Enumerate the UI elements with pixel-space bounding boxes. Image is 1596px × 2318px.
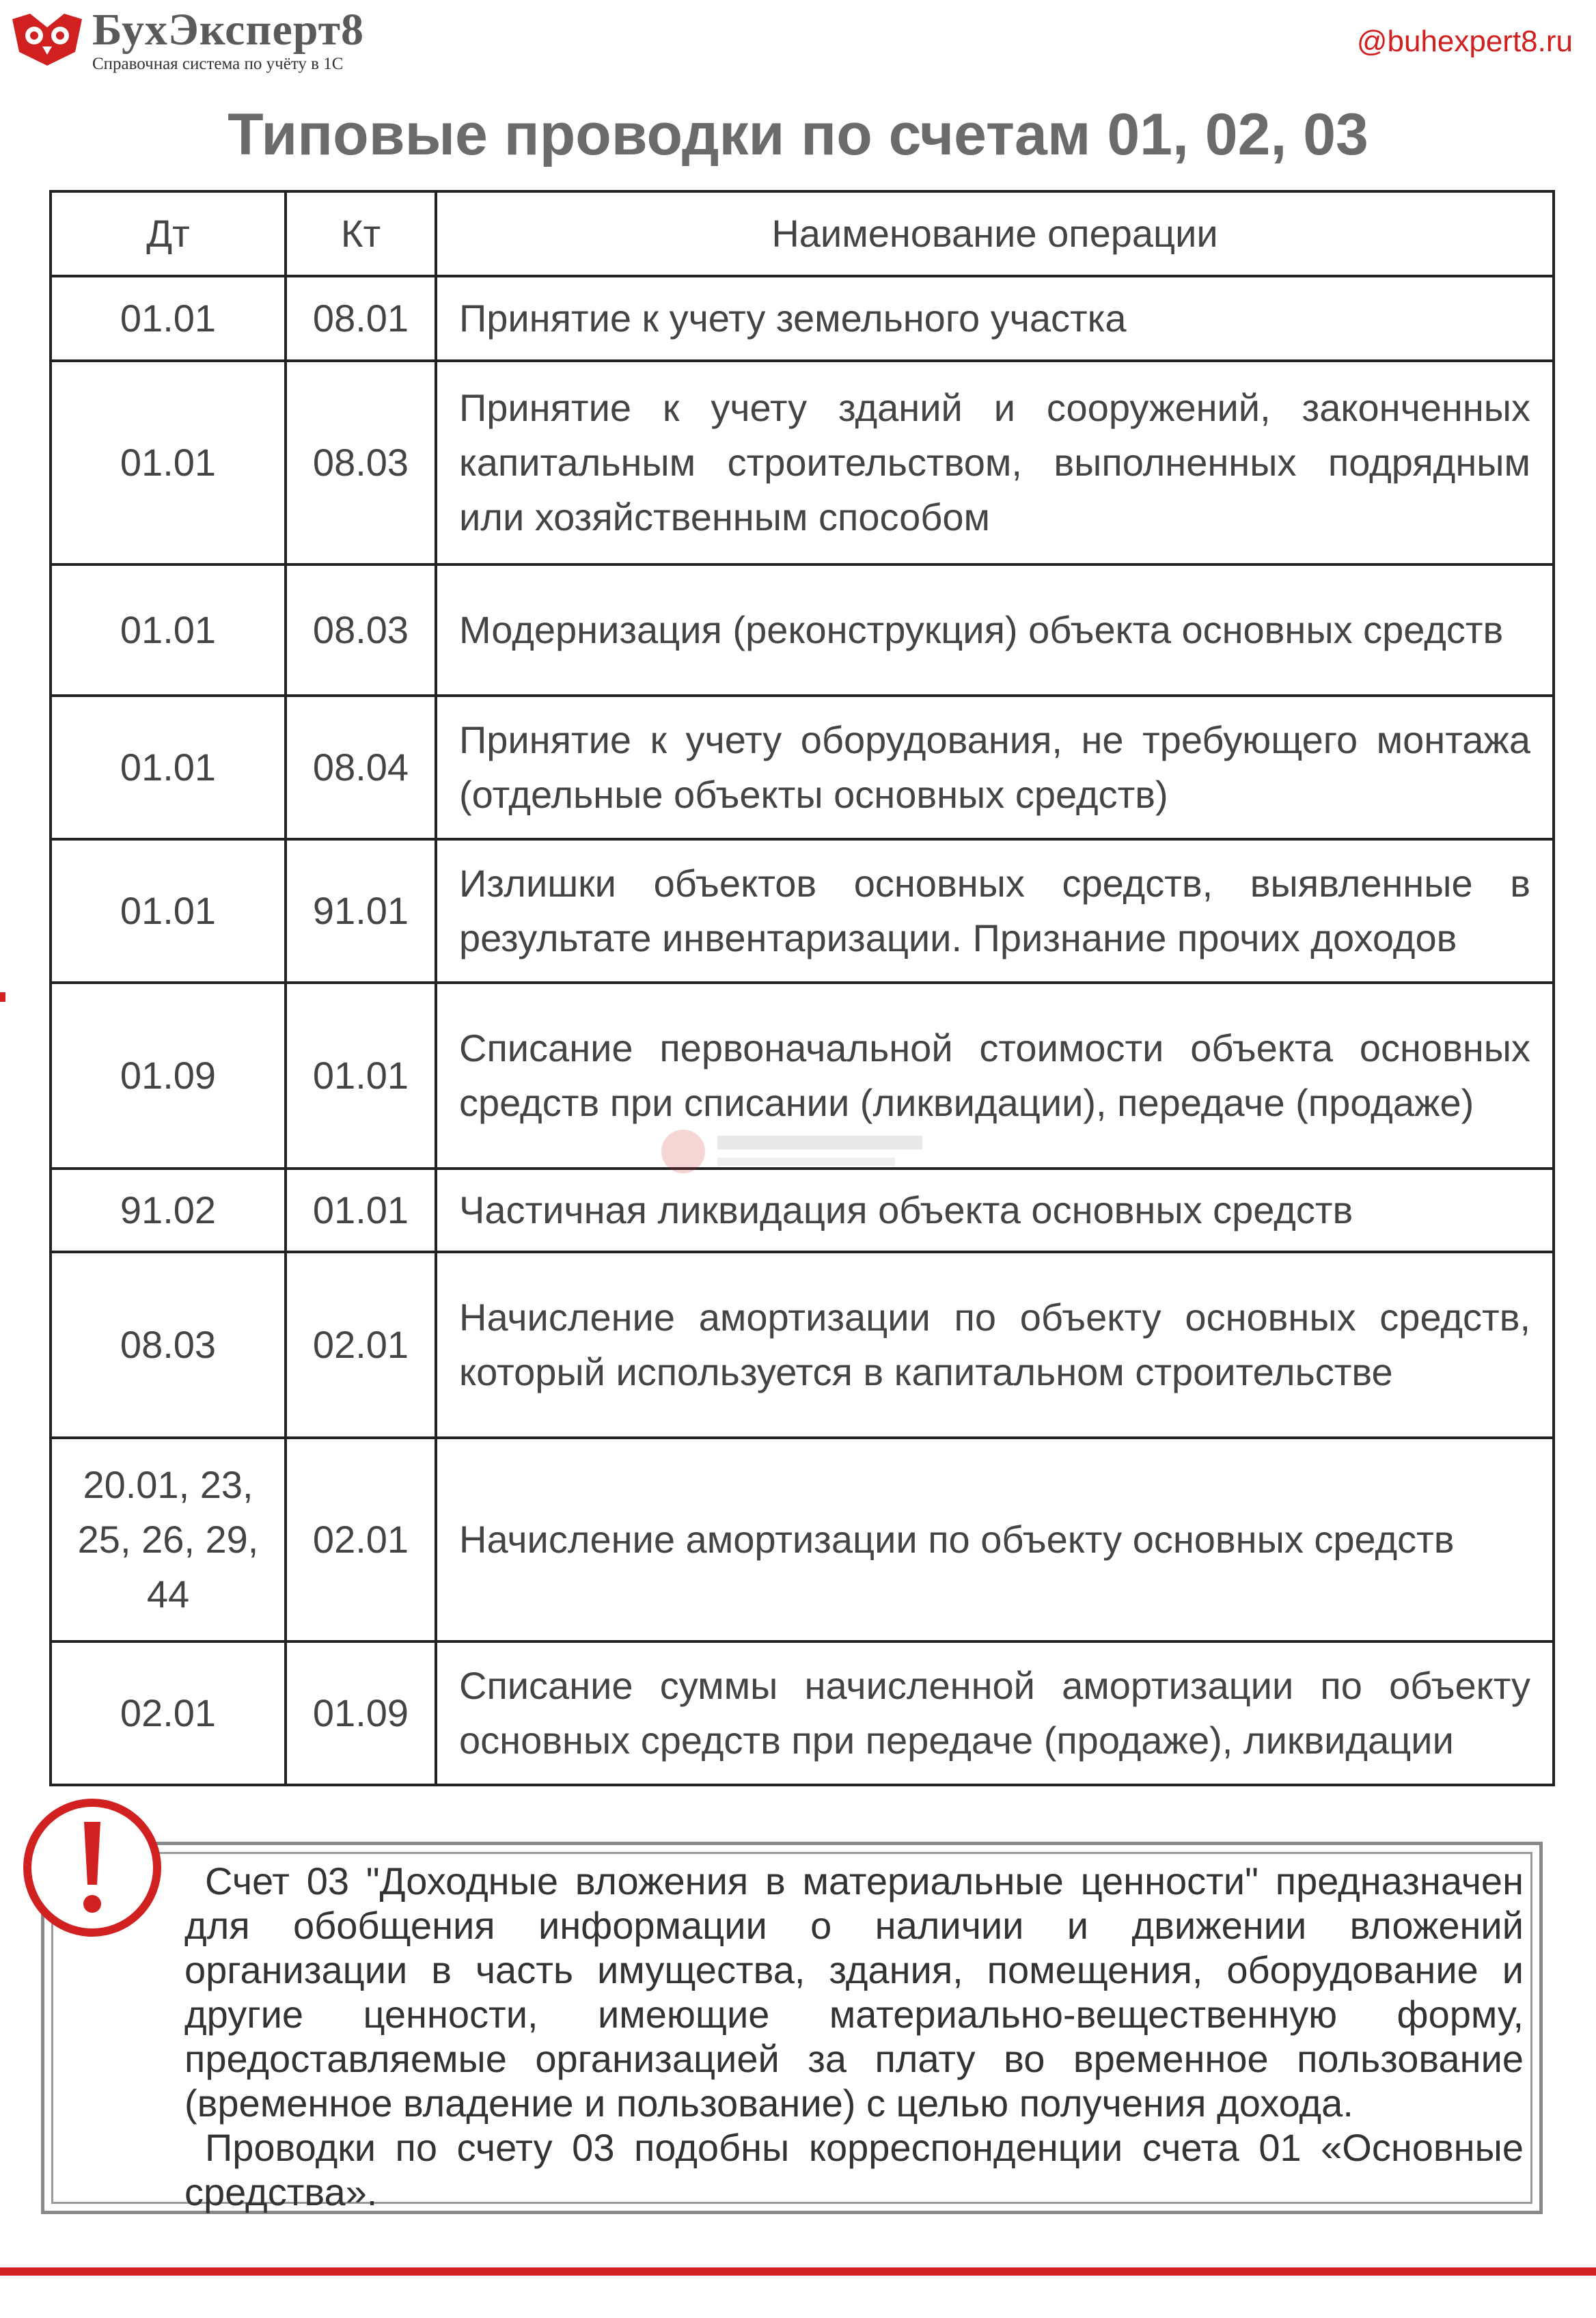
postings-table [49, 190, 1555, 1786]
cell-operation: Излишки объектов основных средств, выявленные в результате инвентаризации. Признание прочих доходов [436, 839, 1554, 983]
cell-dt: 20.01, 23, 25, 26, 29, 44 [51, 1438, 286, 1641]
cell-kt: 02.01 [286, 1438, 436, 1641]
header [0, 0, 1596, 89]
cell-operation: Начисление амортизации по объекту основных средств [436, 1438, 1554, 1641]
cell-dt: 91.02 [51, 1169, 286, 1252]
brand-name: БухЭксперт8 [92, 5, 365, 55]
column-header-operation: Наименование операции [436, 191, 1554, 276]
page-title: Типовые проводки по счетам 01, 02, 03 [228, 102, 1368, 167]
note-paragraph: Счет 03 "Доходные вложения в материальные ценности" предназначен для обобщения информации о наличии и движении вложений организации в часть имущества, здания, помещения, оборудование и другие ценности, имеющие материально-вещественную форму, предоставляемые организацией за плату во временное пользование (временное владение и пользование) с целью получения дохода. [184, 1859, 1524, 2125]
table-row [51, 1641, 1554, 1785]
margin-mark [0, 992, 5, 1002]
cell-kt: 01.09 [286, 1641, 436, 1785]
cell-kt: 91.01 [286, 839, 436, 983]
cell-dt: 01.01 [51, 696, 286, 839]
table-header-row [51, 191, 1554, 276]
cell-dt: 01.01 [51, 839, 286, 983]
note-text [184, 1859, 1524, 2214]
cell-dt: 02.01 [51, 1641, 286, 1785]
footer-divider [0, 2267, 1596, 2276]
cell-operation: Модернизация (реконструкция) объекта основных средств [436, 564, 1554, 696]
cell-kt: 01.01 [286, 1169, 436, 1252]
cell-operation: Начисление амортизации по объекту основных средств, который используется в капитальном строительстве [436, 1252, 1554, 1438]
table-row [51, 276, 1554, 361]
cell-operation: Принятие к учету оборудования, не требующего монтажа (отдельные объекты основных средств) [436, 696, 1554, 839]
cell-operation: Принятие к учету земельного участка [436, 276, 1554, 361]
exclamation-circle-icon [20, 1796, 164, 1939]
table-row [51, 839, 1554, 983]
cell-kt: 08.03 [286, 361, 436, 564]
cell-operation: Принятие к учету зданий и сооружений, законченных капитальным строительством, выполненных подрядным или хозяйственным способом [436, 361, 1554, 564]
cell-dt: 01.01 [51, 361, 286, 564]
cell-kt: 01.01 [286, 983, 436, 1169]
table-row [51, 1252, 1554, 1438]
site-handle[interactable]: @buhexpert8.ru [1356, 25, 1573, 58]
column-header-dt: Дт [51, 191, 286, 276]
cell-kt: 08.03 [286, 564, 436, 696]
table-row [51, 1438, 1554, 1641]
table-row [51, 696, 1554, 839]
cell-dt: 08.03 [51, 1252, 286, 1438]
note-paragraph: Проводки по счету 03 подобны корреспонденции счета 01 «Основные средства». [184, 2126, 1524, 2213]
cell-dt: 01.01 [51, 564, 286, 696]
table-row [51, 361, 1554, 564]
cell-operation: Частичная ликвидация объекта основных средств [436, 1169, 1554, 1252]
brand-tagline: Справочная система по учёту в 1С [92, 55, 344, 73]
table-row [51, 564, 1554, 696]
cell-kt: 08.04 [286, 696, 436, 839]
watermark-logo-icon [656, 1121, 943, 1182]
cell-kt: 08.01 [286, 276, 436, 361]
column-header-kt: Кт [286, 191, 436, 276]
cell-operation: Списание первоначальной стоимости объекта основных средств при списании (ликвидации), передаче (продаже) [436, 983, 1554, 1169]
cell-operation: Списание суммы начисленной амортизации по объекту основных средств при передаче (продаже), ликвидации [436, 1641, 1554, 1785]
cell-dt: 01.09 [51, 983, 286, 1169]
cell-dt: 01.01 [51, 276, 286, 361]
owl-logo-icon [10, 12, 85, 67]
cell-kt: 02.01 [286, 1252, 436, 1438]
